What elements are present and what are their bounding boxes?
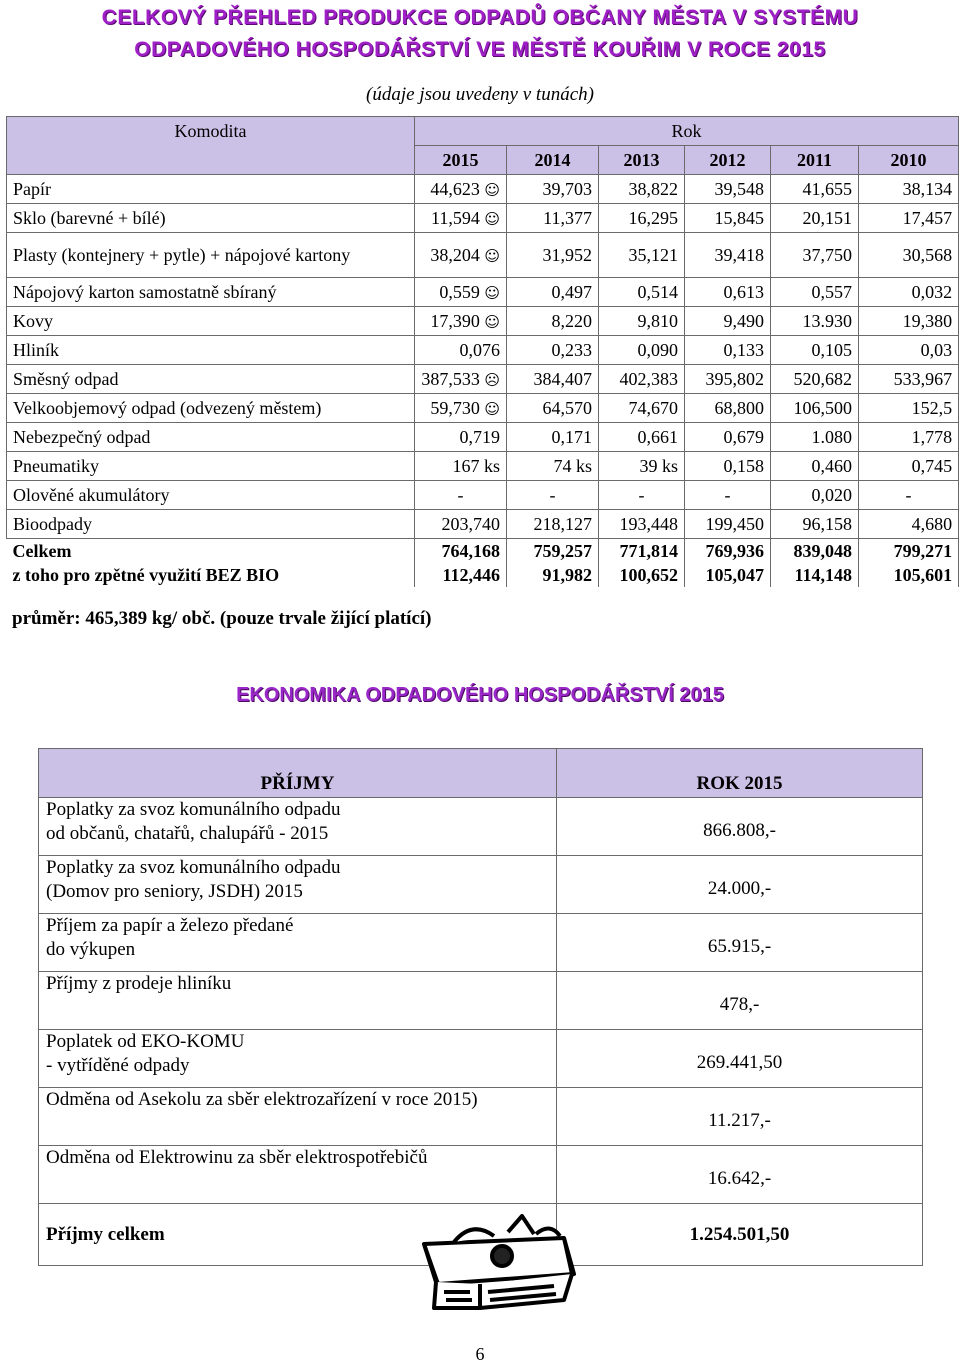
income-description-line1: Poplatky za svoz komunálního odpadu (46, 857, 341, 878)
commodity-label: Směsný odpad (7, 365, 415, 394)
value-text: 44,623 (430, 178, 480, 199)
commodity-label: Olověné akumulátory (7, 481, 415, 510)
value-cell (685, 510, 771, 539)
value-cell (599, 307, 685, 336)
value-cell (771, 510, 859, 539)
totals-label-cell (7, 539, 415, 588)
income-description (39, 1088, 557, 1146)
value-cell (415, 394, 507, 423)
value-text: - (457, 485, 464, 505)
value-cell (507, 365, 599, 394)
value-text: 11,377 (543, 208, 592, 228)
value-text: 218,127 (533, 514, 592, 534)
value-text: 38,204 (430, 244, 480, 265)
value-cell (771, 233, 859, 278)
table-row (7, 204, 959, 233)
value-text: 395,802 (705, 369, 764, 389)
value-cell (599, 204, 685, 233)
smiley-face-icon: ☺ (484, 399, 500, 418)
value-cell (859, 336, 959, 365)
value-text: 520,682 (793, 369, 852, 389)
value-text: 387,533 (421, 368, 480, 389)
value-text: 39,548 (714, 179, 764, 199)
income-row (39, 1146, 923, 1204)
table-row (7, 394, 959, 423)
value-text: 152,5 (911, 398, 953, 418)
income-description (39, 1030, 557, 1088)
value-cell (507, 233, 599, 278)
commodity-label: Kovy (7, 307, 415, 336)
value-cell (685, 365, 771, 394)
value-cell (685, 278, 771, 307)
table-row (7, 175, 959, 204)
value-cell (507, 204, 599, 233)
value-text: 0,076 (459, 340, 500, 360)
total-value: 759,257 (533, 541, 592, 561)
value-text: 533,967 (893, 369, 953, 389)
income-description-line2: - vytříděné odpady (46, 1055, 190, 1076)
value-text: - (724, 485, 731, 505)
commodity-label: Nebezpečný odpad (7, 423, 415, 452)
value-cell (599, 365, 685, 394)
income-description-line1: Poplatek od EKO-KOMU (46, 1031, 245, 1052)
total-value: 771,814 (619, 541, 678, 561)
total-cell (415, 539, 507, 588)
value-text: 0,105 (811, 340, 852, 360)
value-text: 0,514 (637, 282, 678, 302)
value-text: 39,418 (714, 245, 764, 265)
commodity-label: Sklo (barevné + bílé) (7, 204, 415, 233)
value-text: 11,594 (431, 207, 480, 228)
value-cell (685, 307, 771, 336)
value-cell (859, 510, 959, 539)
production-table (6, 116, 959, 587)
value-text: 384,407 (533, 369, 592, 389)
value-text: 74 ks (553, 456, 592, 476)
value-text: 17,390 (430, 310, 480, 331)
header-year: Rok (415, 117, 959, 146)
value-text: 9,490 (723, 311, 764, 331)
income-description-line1: Příjmy z prodeje hliníku (46, 973, 232, 994)
value-cell (599, 175, 685, 204)
page-title-line2: ODPADOVÉHO HOSPODÁŘSTVÍ VE MĚSTĚ KOUŘIM V ROCE 2015 (134, 38, 826, 61)
value-cell (415, 510, 507, 539)
income-amount: 866.808,- (557, 798, 923, 856)
value-text: 0,679 (723, 427, 764, 447)
income-description-line1: Odměna od Elektrowinu za sběr elektrospotřebičů (46, 1147, 428, 1168)
income-description-line2: (Domov pro seniory, JSDH) 2015 (46, 881, 303, 902)
value-text: 96,158 (802, 514, 852, 534)
value-cell (771, 423, 859, 452)
table-row (7, 510, 959, 539)
income-rows (39, 798, 923, 1204)
value-cell (415, 423, 507, 452)
value-cell (415, 452, 507, 481)
income-amount: 11.217,- (557, 1088, 923, 1146)
total-cell (507, 539, 599, 588)
value-text: 64,570 (542, 398, 592, 418)
sad-face-icon: ☹ (484, 370, 500, 389)
table-row (7, 365, 959, 394)
value-cell (415, 233, 507, 278)
economy-title: EKONOMIKA ODPADOVÉHO HOSPODÁŘSTVÍ 2015 (236, 684, 724, 706)
value-cell (771, 336, 859, 365)
value-cell (771, 307, 859, 336)
value-cell (685, 423, 771, 452)
value-text: 30,568 (902, 245, 953, 265)
value-text: 9,810 (637, 311, 678, 331)
commodity-label: Bioodpady (7, 510, 415, 539)
totals-row (7, 539, 959, 588)
value-text: 16,295 (628, 208, 678, 228)
value-cell (507, 336, 599, 365)
income-total-label: Příjmy celkem (39, 1204, 557, 1266)
total-label: Celkem (12, 541, 72, 561)
value-text: 0,557 (811, 282, 852, 302)
value-cell (859, 204, 959, 233)
production-rows (7, 175, 959, 539)
year-header-cell: 2013 (599, 146, 685, 175)
value-text: 74,670 (628, 398, 678, 418)
value-cell (685, 233, 771, 278)
income-description (39, 914, 557, 972)
value-text: 0,745 (911, 456, 953, 476)
value-cell (415, 175, 507, 204)
table-row (7, 481, 959, 510)
income-description (39, 798, 557, 856)
recycle-label: z toho pro zpětné využití BEZ BIO (12, 565, 280, 585)
value-text: - (638, 485, 645, 505)
value-cell (685, 336, 771, 365)
value-text: 193,448 (619, 514, 678, 534)
value-text: 17,457 (902, 208, 953, 228)
value-cell (771, 481, 859, 510)
value-text: 20,151 (802, 208, 852, 228)
income-amount: 16.642,- (557, 1146, 923, 1204)
crate-icon (414, 1212, 584, 1312)
income-description (39, 1146, 557, 1204)
total-cell (599, 539, 685, 588)
value-cell (415, 481, 507, 510)
income-description-line2: od občanů, chatařů, chalupářů - 2015 (46, 823, 329, 844)
commodity-label: Nápojový karton samostatně sbíraný (7, 278, 415, 307)
value-text: 0,032 (911, 282, 953, 302)
value-cell (771, 452, 859, 481)
table-row (7, 278, 959, 307)
value-text: 39,703 (542, 179, 592, 199)
value-cell (859, 394, 959, 423)
value-cell (859, 278, 959, 307)
value-cell (859, 365, 959, 394)
value-text: 1.080 (811, 427, 852, 447)
value-cell (859, 175, 959, 204)
income-total-amount: 1.254.501,50 (557, 1204, 923, 1266)
value-cell (507, 452, 599, 481)
value-cell (507, 307, 599, 336)
header-income-year: ROK 2015 (557, 749, 923, 798)
smiley-face-icon: ☺ (484, 180, 500, 199)
table-row (7, 452, 959, 481)
table-row (7, 233, 959, 278)
value-text: 106,500 (793, 398, 852, 418)
value-text: 38,822 (628, 179, 678, 199)
value-cell (859, 307, 959, 336)
header-income: PŘÍJMY (39, 749, 557, 798)
value-text: 37,750 (802, 245, 852, 265)
value-text: 0,020 (811, 485, 852, 505)
value-cell (599, 481, 685, 510)
value-cell (415, 278, 507, 307)
value-cell (685, 204, 771, 233)
year-header-cell: 2010 (859, 146, 959, 175)
value-text: 15,845 (714, 208, 764, 228)
recycle-value: 91,982 (542, 565, 592, 585)
value-text: 68,800 (714, 398, 764, 418)
value-cell (771, 175, 859, 204)
income-amount: 65.915,- (557, 914, 923, 972)
value-cell (599, 510, 685, 539)
income-description (39, 972, 557, 1030)
income-description-line2: do výkupen (46, 939, 136, 960)
value-text: - (905, 485, 912, 505)
year-header-cell: 2014 (507, 146, 599, 175)
table-row (7, 307, 959, 336)
value-cell (507, 175, 599, 204)
value-cell (415, 204, 507, 233)
recycle-value: 100,652 (619, 565, 678, 585)
value-cell (415, 365, 507, 394)
value-cell (507, 423, 599, 452)
smiley-face-icon: ☺ (484, 246, 500, 265)
smiley-face-icon: ☺ (484, 283, 500, 302)
value-cell (685, 394, 771, 423)
value-cell (859, 423, 959, 452)
value-text: 59,730 (430, 397, 480, 418)
total-cell (771, 539, 859, 588)
average-note: průměr: 465,389 kg/ obč. (pouze trvale žijící platící) (12, 608, 432, 629)
year-header-cell: 2012 (685, 146, 771, 175)
income-description-line1: Odměna od Asekolu za sběr elektrozařízení v roce 2015) (46, 1089, 478, 1110)
value-text: 0,661 (637, 427, 678, 447)
value-text: 0,719 (459, 427, 500, 447)
value-cell (771, 394, 859, 423)
recycle-value: 105,601 (893, 565, 953, 585)
value-text: 13.930 (802, 311, 852, 331)
income-description-line1: Příjem za papír a železo předané (46, 915, 294, 936)
table-row (7, 336, 959, 365)
value-text: 0,158 (723, 456, 764, 476)
value-text: 38,134 (902, 179, 953, 199)
value-text: 0,613 (723, 282, 764, 302)
page-title-line1: CELKOVÝ PŘEHLED PRODUKCE ODPADŮ OBČANY MĚSTA V SYSTÉMU (101, 6, 859, 29)
income-row (39, 1088, 923, 1146)
income-row (39, 856, 923, 914)
value-cell (599, 452, 685, 481)
income-row (39, 798, 923, 856)
total-value: 769,936 (705, 541, 764, 561)
value-cell (685, 481, 771, 510)
value-text: 8,220 (551, 311, 592, 331)
value-text: 19,380 (902, 311, 953, 331)
total-cell (685, 539, 771, 588)
value-cell (859, 481, 959, 510)
value-cell (599, 278, 685, 307)
commodity-label: Pneumatiky (7, 452, 415, 481)
value-text: 0,133 (723, 340, 764, 360)
value-text: 31,952 (542, 245, 592, 265)
total-cell (859, 539, 959, 588)
income-row (39, 972, 923, 1030)
value-text: 39 ks (639, 456, 678, 476)
value-text: 4,680 (911, 514, 953, 534)
value-cell (507, 481, 599, 510)
commodity-label: Papír (7, 175, 415, 204)
income-amount: 269.441,50 (557, 1030, 923, 1088)
year-header-cell: 2015 (415, 146, 507, 175)
value-cell (415, 307, 507, 336)
value-cell (771, 365, 859, 394)
value-cell (599, 233, 685, 278)
value-cell (599, 394, 685, 423)
value-cell (599, 336, 685, 365)
value-text: 203,740 (441, 514, 500, 534)
value-cell (599, 423, 685, 452)
value-text: 41,655 (802, 179, 852, 199)
income-row (39, 1030, 923, 1088)
income-row (39, 914, 923, 972)
value-cell (771, 278, 859, 307)
commodity-label: Velkoobjemový odpad (odvezený městem) (7, 394, 415, 423)
total-value: 764,168 (441, 541, 500, 561)
units-note: (údaje jsou uvedeny v tunách) (366, 84, 594, 105)
value-text: 0,460 (811, 456, 852, 476)
table-row (7, 423, 959, 452)
value-cell (507, 510, 599, 539)
value-text: 402,383 (619, 369, 678, 389)
value-text: 0,171 (551, 427, 592, 447)
value-text: 0,090 (637, 340, 678, 360)
value-text: 1,778 (911, 427, 953, 447)
value-cell (507, 394, 599, 423)
value-cell (771, 204, 859, 233)
value-text: 167 ks (452, 456, 500, 476)
income-table (38, 748, 923, 1266)
value-text: 0,497 (551, 282, 592, 302)
commodity-label: Plasty (kontejnery + pytle) + nápojové kartony (7, 233, 415, 278)
value-text: 0,233 (551, 340, 592, 360)
value-text: 0,559 (439, 281, 480, 302)
value-cell (685, 452, 771, 481)
header-commodity: Komodita (7, 117, 415, 175)
recycle-value: 105,047 (705, 565, 764, 585)
year-header-cell: 2011 (771, 146, 859, 175)
value-text: 199,450 (705, 514, 764, 534)
value-cell (685, 175, 771, 204)
commodity-label: Hliník (7, 336, 415, 365)
income-description-line1: Poplatky za svoz komunálního odpadu (46, 799, 341, 820)
total-value: 799,271 (893, 541, 953, 561)
value-text: 0,03 (920, 340, 953, 360)
recycle-value: 112,446 (442, 565, 500, 585)
value-text: - (549, 485, 556, 505)
income-amount: 24.000,- (557, 856, 923, 914)
value-cell (415, 336, 507, 365)
value-text: 35,121 (628, 245, 678, 265)
income-amount: 478,- (557, 972, 923, 1030)
value-cell (859, 233, 959, 278)
value-cell (507, 278, 599, 307)
page-number: 6 (475, 1344, 485, 1364)
smiley-face-icon: ☺ (484, 209, 500, 228)
total-value: 839,048 (793, 541, 852, 561)
smiley-face-icon: ☺ (484, 312, 500, 331)
recycle-value: 114,148 (794, 565, 852, 585)
value-cell (859, 452, 959, 481)
income-description (39, 856, 557, 914)
